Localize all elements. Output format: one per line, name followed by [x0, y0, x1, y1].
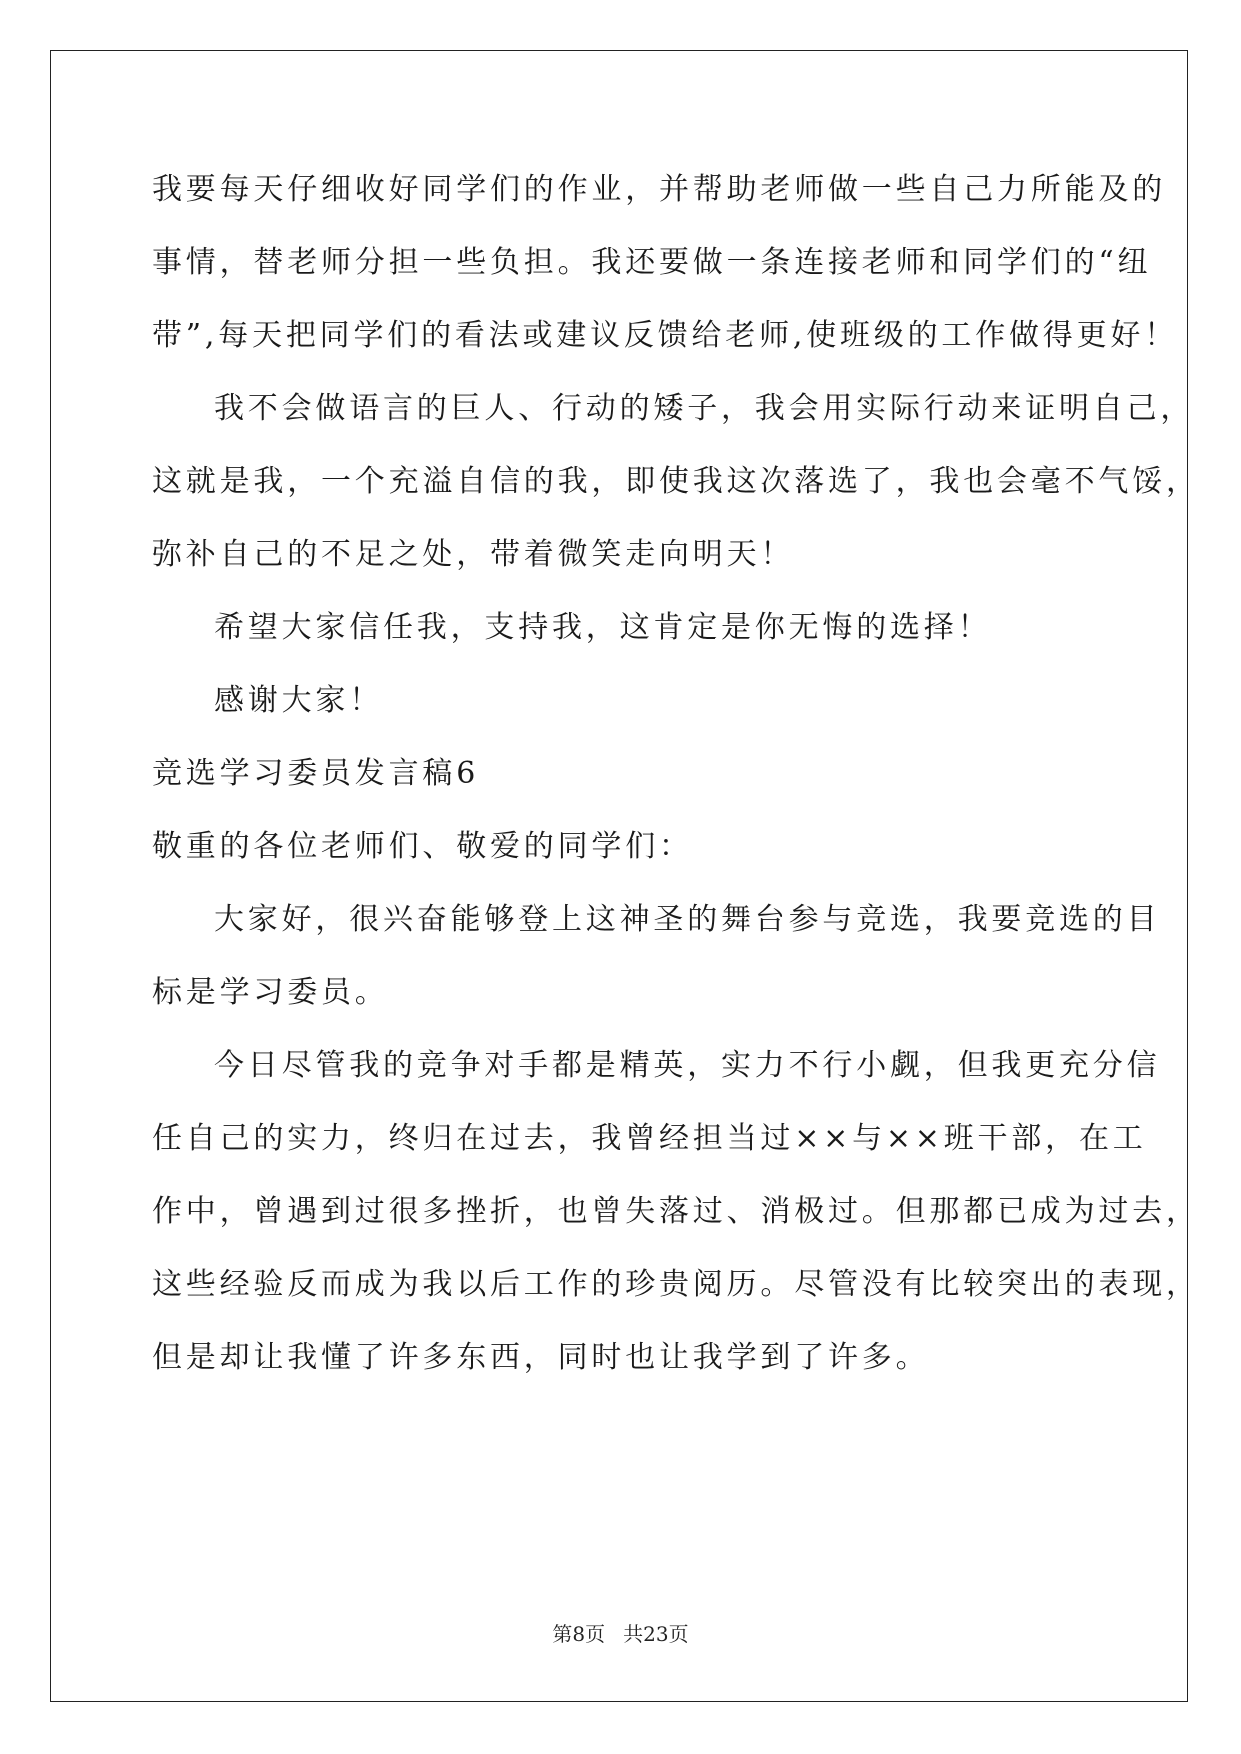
body-line: 这就是我，一个充溢自信的我，即使我这次落选了，我也会毫不气馁，: [152, 464, 1200, 499]
body-line: 今日尽管我的竞争对手都是精英，实力不行小觑，但我更充分信: [214, 1048, 1161, 1083]
body-line: 这些经验反而成为我以后工作的珍贵阅历。尽管没有比较突出的表现，: [152, 1267, 1200, 1302]
body-line: 作中，曾遇到过很多挫折，也曾失落过、消极过。但那都已成为过去，: [152, 1194, 1200, 1229]
salutation: 敬重的各位老师们、敬爱的同学们：: [152, 829, 693, 864]
page-number: 第8页: [552, 1622, 606, 1646]
section-heading: 竞选学习委员发言稿6: [152, 756, 480, 791]
page-border: [50, 50, 1188, 1702]
body-line: 弥补自己的不足之处，带着微笑走向明天！: [152, 537, 795, 572]
body-line: 带”,每天把同学们的看法或建议反馈给老师,使班级的工作做得更好！: [152, 318, 1179, 353]
page-total: 共23页: [623, 1622, 689, 1646]
body-line: 我不会做语言的巨人、行动的矮子，我会用实际行动来证明自己，: [214, 391, 1195, 426]
body-line: 但是却让我懂了许多东西，同时也让我学到了许多。: [152, 1340, 930, 1375]
body-line: 事情，替老师分担一些负担。我还要做一条连接老师和同学们的“纽: [152, 245, 1152, 280]
body-line: 任自己的实力，终归在过去，我曾经担当过××与××班干部，在工: [152, 1121, 1147, 1156]
body-line: 我要每天仔细收好同学们的作业，并帮助老师做一些自己力所能及的: [152, 172, 1166, 207]
page-footer: [0, 1620, 1241, 1648]
body-line: 标是学习委员。: [152, 975, 389, 1010]
body-line: 希望大家信任我，支持我，这肯定是你无悔的选择！: [214, 610, 992, 645]
body-line: 感谢大家！: [214, 683, 383, 718]
body-line: 大家好，很兴奋能够登上这神圣的舞台参与竞选，我要竞选的目: [214, 902, 1161, 937]
